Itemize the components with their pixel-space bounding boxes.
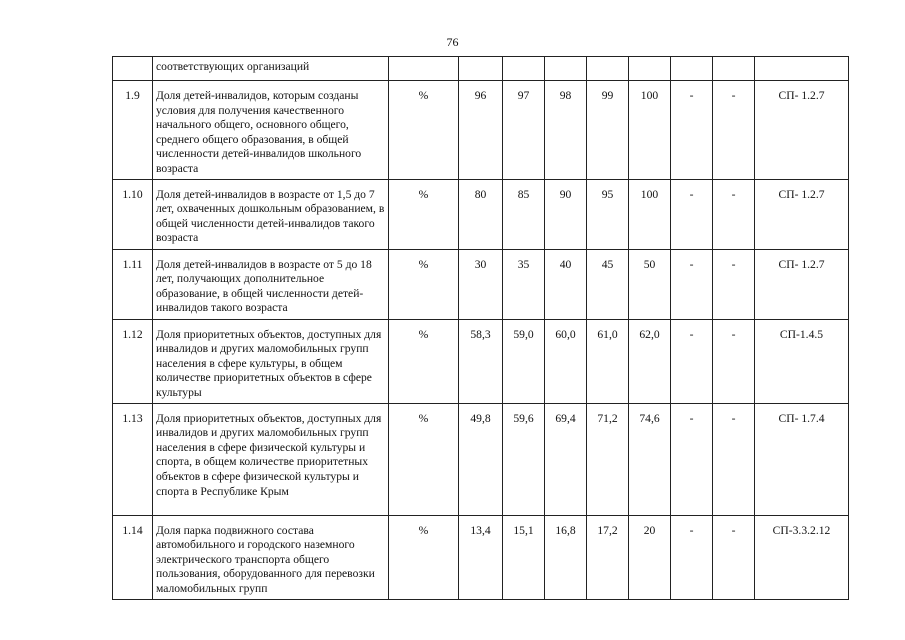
cell-value: 100 [629,81,671,180]
cell-ref: СП- 1.2.7 [755,81,849,180]
cell-value: - [671,515,713,599]
cell-value: 100 [629,179,671,249]
cell-value: 96 [459,81,503,180]
cell-value: 20 [629,515,671,599]
cell-unit: % [389,319,459,403]
cell-unit: % [389,249,459,319]
cell-value: 30 [459,249,503,319]
indicators-table [112,56,849,600]
cell-value: 58,3 [459,319,503,403]
cell-name: Доля детей-инвалидов, которым созданы условия для получения качественного начального общего, основного общего, среднего общего образования, в общей численности детей-инвалидов школьного возраста [153,81,389,180]
cell-value: 85 [503,179,545,249]
cell-value: 74,6 [629,403,671,515]
cell-num: 1.14 [113,515,153,599]
cell-value: 62,0 [629,319,671,403]
cell-unit: % [389,179,459,249]
cell-value: 35 [503,249,545,319]
cell-ref: СП- 1.2.7 [755,249,849,319]
cell-value: 50 [629,249,671,319]
cell-value: 45 [587,249,629,319]
table-row [113,249,849,319]
table-row [113,403,849,515]
cell-name: Доля детей-инвалидов в возрасте от 5 до 18 лет, получающих дополнительное образование, в общей численности детей-инвалидов такого возраста [153,249,389,319]
cell-ref: СП-1.4.5 [755,319,849,403]
cell-value: 49,8 [459,403,503,515]
cell-value: - [713,319,755,403]
page-number: 76 [446,35,459,49]
cell-value: - [671,81,713,180]
table-row [113,515,849,599]
cell-num: 1.10 [113,179,153,249]
cell-value: 90 [545,179,587,249]
cell-name: Доля приоритетных объектов, доступных для инвалидов и других маломобильных групп населения в сфере физической культуры и спорта, в общем количестве приоритетных объектов в сфере физической культуры и спорта в Республике Крым [153,403,389,515]
cell-unit: % [389,403,459,515]
cell-unit: % [389,515,459,599]
table-row [113,179,849,249]
cell-num: 1.13 [113,403,153,515]
cell-num: 1.9 [113,81,153,180]
cell-value: 61,0 [587,319,629,403]
cell-name: Доля детей-инвалидов в возрасте от 1,5 до 7 лет, охваченных дошкольным образованием, в общей численности детей-инвалидов такого возраста [153,179,389,249]
cell-value: 17,2 [587,515,629,599]
cell-value: 15,1 [503,515,545,599]
cell-value: 40 [545,249,587,319]
cell-value: - [713,179,755,249]
cell-value: - [671,403,713,515]
cell-name: Доля приоритетных объектов, доступных для инвалидов и других маломобильных групп населения в сфере культуры, в общем количестве приоритетных объектов в сфере культуры [153,319,389,403]
cell-value: 71,2 [587,403,629,515]
cell-value: - [671,319,713,403]
cell-value: 60,0 [545,319,587,403]
cell-value: 13,4 [459,515,503,599]
cell-value: 69,4 [545,403,587,515]
cell-value: - [713,403,755,515]
cell-value: 59,6 [503,403,545,515]
table-row [113,81,849,180]
cell-value: - [671,249,713,319]
cell-value: 97 [503,81,545,180]
cell-value: 80 [459,179,503,249]
cell-value: 99 [587,81,629,180]
cell-num: 1.11 [113,249,153,319]
table-row-continuation [113,57,849,81]
cell-value: - [713,249,755,319]
cell-value: 16,8 [545,515,587,599]
cell-unit: % [389,81,459,180]
table-row [113,319,849,403]
cell-value: 98 [545,81,587,180]
cell-ref: СП- 1.2.7 [755,179,849,249]
cell-value: - [713,81,755,180]
cell-value: 59,0 [503,319,545,403]
cell-num [113,57,153,81]
cell-value: - [671,179,713,249]
cell-name: Доля парка подвижного состава автомобильного и городского наземного электрического транспорта общего пользования, оборудованного для перевозки маломобильных групп [153,515,389,599]
cell-value: 95 [587,179,629,249]
cell-ref: СП- 1.7.4 [755,403,849,515]
cell-num: 1.12 [113,319,153,403]
cell-name: соответствующих организаций [153,57,389,81]
cell-ref: СП-3.3.2.12 [755,515,849,599]
cell-value: - [713,515,755,599]
